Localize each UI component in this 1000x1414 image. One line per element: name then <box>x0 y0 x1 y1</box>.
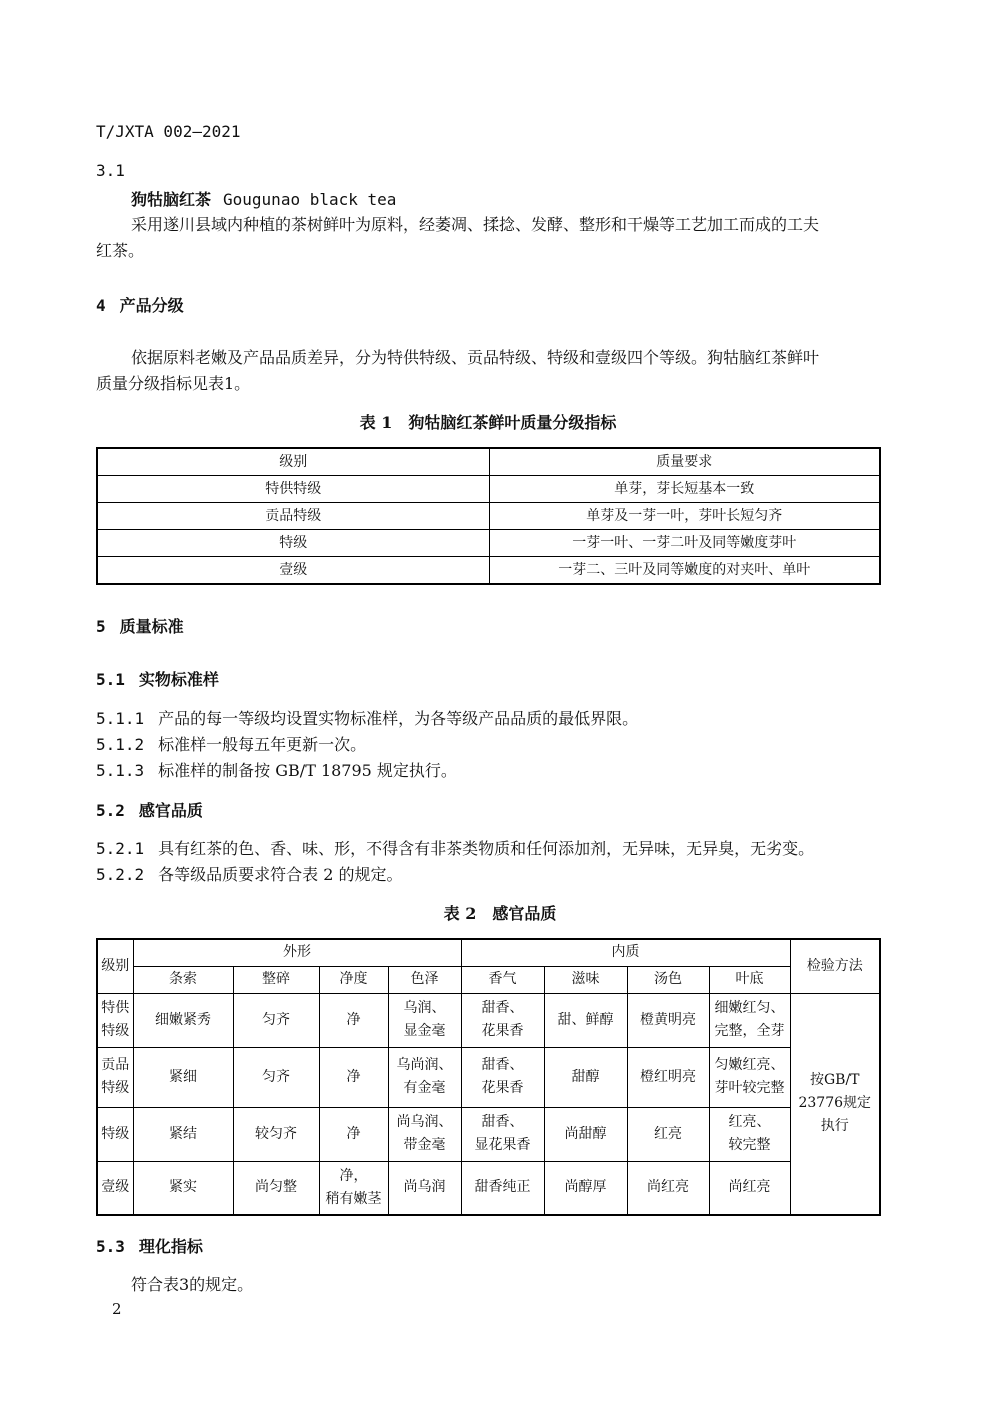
term-definition-line2: 红茶。 <box>96 241 145 260</box>
data-cell <box>388 993 461 1047</box>
grade-line: 贡品 <box>101 1057 130 1073</box>
term-zh: 狗牯脑红茶 <box>131 190 212 209</box>
grade-line: 特级 <box>101 1080 130 1096</box>
header-method: 检验方法 <box>790 939 880 993</box>
doc-code: T/JXTA 002—2021 <box>96 122 241 141</box>
cell-line: 尚匀整 <box>255 1179 297 1196</box>
term-en: Gougunao black tea <box>223 190 397 209</box>
requirement-cell: 一芽二、三叶及同等嫩度的对夹叶、单叶 <box>489 557 880 585</box>
cell-line: 甜香、 <box>481 1057 524 1073</box>
clause-number: 5.2.1 <box>96 839 145 858</box>
cell-line: 细嫩紧秀 <box>155 1011 211 1028</box>
data-cell <box>461 993 544 1047</box>
section-5-1-heading <box>96 667 219 690</box>
data-cell <box>544 1107 627 1161</box>
header-level: 级别 <box>97 448 489 476</box>
section-5-2-number: 5.2 <box>96 801 125 820</box>
cell-line: 细嫩红匀、 <box>714 1000 785 1016</box>
subheader-cell: 色泽 <box>388 966 461 993</box>
cell-line: 甜、鲜醇 <box>557 1011 614 1028</box>
clause-text: 各等级品质要求符合表 2 的规定。 <box>158 865 403 884</box>
section-5-2-heading <box>96 798 203 821</box>
section-5-title: 质量标准 <box>119 617 184 636</box>
cell-line: 匀齐 <box>262 1068 290 1085</box>
data-cell <box>627 993 709 1047</box>
data-cell <box>388 1161 461 1215</box>
data-cell <box>233 1107 319 1161</box>
table-row <box>97 1107 880 1161</box>
subheader-cell: 条索 <box>133 966 233 993</box>
page-number: 2 <box>112 1300 122 1318</box>
cell-line: 红亮、 <box>728 1114 771 1130</box>
data-cell <box>544 1047 627 1107</box>
data-cell <box>461 1047 544 1107</box>
cell-line: 尚乌润、 <box>396 1114 453 1130</box>
data-cell <box>319 1107 388 1161</box>
data-cell <box>319 1047 388 1107</box>
subheader-cell: 整碎 <box>233 966 319 993</box>
cell-line: 红亮 <box>654 1125 682 1142</box>
cell-line: 花果香 <box>481 1080 524 1096</box>
requirement-cell: 单芽及一芽一叶，芽叶长短匀齐 <box>489 503 880 530</box>
data-cell <box>133 993 233 1047</box>
cell-line: 紧结 <box>169 1125 197 1142</box>
section-5-1-number: 5.1 <box>96 670 125 689</box>
data-cell <box>233 993 319 1047</box>
grade-cell: 贡品特级 <box>97 503 489 530</box>
section-5-3-para: 符合表3的规定。 <box>131 1275 254 1294</box>
cell-line: 匀嫩红亮、 <box>714 1057 785 1073</box>
header-row-top <box>97 939 880 966</box>
clause-5-2-1 <box>96 836 814 859</box>
cell-line: 甜香纯正 <box>474 1179 531 1196</box>
header-level: 级别 <box>97 939 133 993</box>
cell-line: 较完整 <box>728 1137 771 1153</box>
clause-5-1-1 <box>96 706 638 729</box>
section-5-3-heading <box>96 1234 203 1257</box>
grade-cell <box>97 1161 133 1215</box>
subheader-cell: 香气 <box>461 966 544 993</box>
section-5-number: 5 <box>96 617 106 636</box>
table-row <box>97 1161 880 1215</box>
section-5-1-title: 实物标准样 <box>138 670 219 689</box>
data-cell <box>709 1107 790 1161</box>
cell-line: 净 <box>346 1011 361 1028</box>
table-row <box>97 993 880 1047</box>
data-cell <box>319 993 388 1047</box>
cell-line: 完整，全芽 <box>714 1023 785 1039</box>
grade-cell: 壹级 <box>97 557 489 585</box>
section-5-2-title: 感官品质 <box>138 801 203 820</box>
grade-line: 壹级 <box>101 1179 130 1196</box>
cell-line: 净 <box>346 1068 361 1085</box>
grade-cell <box>97 993 133 1047</box>
grading-table <box>96 447 881 585</box>
cell-line: 橙黄明亮 <box>640 1011 696 1028</box>
data-cell <box>133 1161 233 1215</box>
section-5-heading <box>96 614 184 637</box>
method-cell <box>790 993 880 1215</box>
data-cell <box>233 1161 319 1215</box>
requirement-cell: 单芽，芽长短基本一致 <box>489 476 880 503</box>
data-cell <box>133 1107 233 1161</box>
cell-line: 较匀齐 <box>255 1125 297 1142</box>
data-cell <box>709 1161 790 1215</box>
subheader-cell: 汤色 <box>627 966 709 993</box>
cell-line: 显花果香 <box>474 1137 531 1153</box>
subheader-cell: 叶底 <box>709 966 790 993</box>
subheader-cell: 净度 <box>319 966 388 993</box>
section-5-3-title: 理化指标 <box>138 1237 203 1256</box>
data-cell <box>388 1107 461 1161</box>
grade-line: 特级 <box>101 1125 130 1142</box>
grade-cell: 特级 <box>97 530 489 557</box>
cell-line: 匀齐 <box>262 1011 290 1028</box>
data-cell <box>133 1047 233 1107</box>
clause-text: 具有红茶的色、香、味、形，不得含有非茶类物质和任何添加剂，无异味，无异臭，无劣变。 <box>158 839 815 858</box>
grade-cell: 特供特级 <box>97 476 489 503</box>
table1-caption: 表 1 狗牯脑红茶鲜叶质量分级指标 <box>359 413 617 432</box>
data-cell <box>709 993 790 1047</box>
header-requirement: 质量要求 <box>489 448 880 476</box>
cell-line: 带金毫 <box>403 1137 446 1153</box>
cell-line: 尚乌润 <box>403 1179 446 1196</box>
data-cell <box>709 1047 790 1107</box>
data-cell <box>461 1161 544 1215</box>
method-line: 按GB/T <box>809 1072 860 1089</box>
term-definition-line1: 采用遂川县域内种植的茶树鲜叶为原料，经萎凋、揉捻、发酵、整形和干燥等工艺加工而成的工夫 <box>131 215 820 234</box>
cell-line: 甜醇 <box>571 1068 600 1085</box>
grade-cell <box>97 1047 133 1107</box>
clause-text: 标准样一般每五年更新一次。 <box>158 735 367 754</box>
cell-line: 尚红亮 <box>728 1179 771 1196</box>
table-header-row <box>97 448 880 476</box>
cell-line: 尚红亮 <box>647 1179 689 1196</box>
cell-line: 甜香、 <box>481 1114 524 1130</box>
header-row-sub <box>97 966 880 993</box>
cell-line: 净 <box>346 1125 361 1142</box>
cell-line: 橙红明亮 <box>640 1068 696 1085</box>
cell-line: 尚醇厚 <box>564 1179 607 1196</box>
cell-line: 乌润、 <box>403 1000 446 1016</box>
cell-line: 紧实 <box>169 1179 197 1196</box>
section-5-3-number: 5.3 <box>96 1237 125 1256</box>
clause-5-2-2 <box>96 862 403 885</box>
section-4-heading <box>96 293 184 316</box>
section-3-1-number: 3.1 <box>96 161 125 180</box>
clause-5-1-2 <box>96 732 366 755</box>
grade-line: 特级 <box>101 1023 130 1039</box>
term-name <box>131 187 396 210</box>
clause-text: 标准样的制备按 GB/T 18795 规定执行。 <box>158 761 457 780</box>
clause-number: 5.1.3 <box>96 761 145 780</box>
clause-number: 5.1.2 <box>96 735 145 754</box>
section-4-para-line2: 质量分级指标见表1。 <box>96 374 251 393</box>
subheader-cell: 滋味 <box>544 966 627 993</box>
grade-line: 特供 <box>101 1000 130 1016</box>
data-cell <box>544 993 627 1047</box>
table-row <box>97 557 880 585</box>
section-4-para-line1: 依据原料老嫩及产品品质差异，分为特供特级、贡品特级、特级和壹级四个等级。狗牯脑红茶鲜叶 <box>131 348 820 367</box>
sensory-table <box>96 938 881 1216</box>
cell-line: 净， <box>339 1167 368 1184</box>
table-row <box>97 1047 880 1107</box>
cell-line: 花果香 <box>481 1023 524 1039</box>
cell-line: 尚甜醇 <box>564 1125 607 1142</box>
cell-line: 有金毫 <box>403 1080 446 1096</box>
cell-line: 稍有嫩茎 <box>325 1190 382 1207</box>
table-row <box>97 503 880 530</box>
section-4-number: 4 <box>96 296 106 315</box>
data-cell <box>627 1047 709 1107</box>
requirement-cell: 一芽一叶、一芽二叶及同等嫩度芽叶 <box>489 530 880 557</box>
clause-5-1-3 <box>96 758 457 781</box>
table2-caption: 表 2 感官品质 <box>443 904 557 923</box>
grade-cell <box>97 1107 133 1161</box>
cell-line: 乌尚润、 <box>396 1057 453 1073</box>
cell-line: 紧细 <box>169 1068 197 1085</box>
section-4-title: 产品分级 <box>119 296 184 315</box>
data-cell <box>544 1161 627 1215</box>
clause-number: 5.2.2 <box>96 865 145 884</box>
cell-line: 显金毫 <box>403 1023 446 1039</box>
data-cell <box>627 1107 709 1161</box>
header-internal: 内质 <box>461 939 790 966</box>
data-cell <box>627 1161 709 1215</box>
clause-text: 产品的每一等级均设置实物标准样，为各等级产品品质的最低界限。 <box>158 709 639 728</box>
method-line: 执行 <box>820 1118 849 1135</box>
method-line: 23776规定 <box>798 1095 872 1112</box>
cell-line: 芽叶较完整 <box>714 1080 785 1096</box>
data-cell <box>319 1161 388 1215</box>
data-cell <box>233 1047 319 1107</box>
table-row <box>97 530 880 557</box>
data-cell <box>461 1107 544 1161</box>
header-appearance: 外形 <box>133 939 461 966</box>
cell-line: 甜香、 <box>481 1000 524 1016</box>
clause-number: 5.1.1 <box>96 709 145 728</box>
data-cell <box>388 1047 461 1107</box>
table-row <box>97 476 880 503</box>
